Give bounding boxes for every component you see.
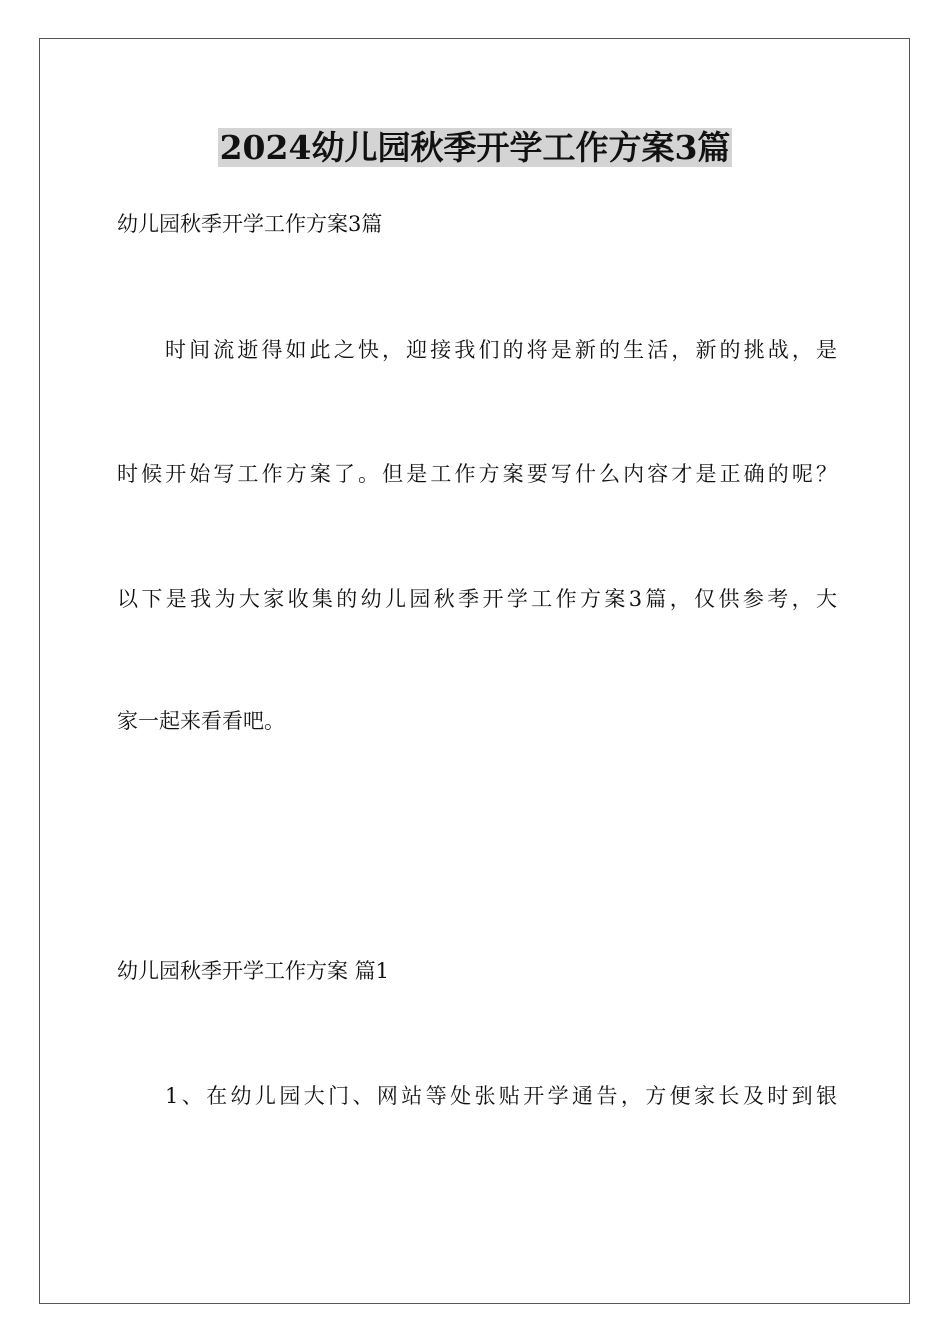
section-line-1: 1、在幼儿园大门、网站等处张贴开学通告，方便家长及时到银	[165, 1084, 837, 1108]
intro-line-2: 时候开始写工作方案了。但是工作方案要写什么内容才是正确的呢？	[117, 462, 837, 486]
document-subtitle: 幼儿园秋季开学工作方案3篇	[117, 212, 383, 236]
intro-line-1: 时间流逝得如此之快，迎接我们的将是新的生活，新的挑战，是	[165, 338, 837, 362]
intro-line-4: 家一起来看看吧。	[117, 709, 285, 733]
document-title-text: 2024幼儿园秋季开学工作方案3篇	[219, 128, 731, 167]
intro-line-3: 以下是我为大家收集的幼儿园秋季开学工作方案3篇，仅供参考，大	[117, 587, 837, 611]
section-heading: 幼儿园秋季开学工作方案 篇1	[117, 959, 390, 983]
document-title	[0, 128, 950, 168]
